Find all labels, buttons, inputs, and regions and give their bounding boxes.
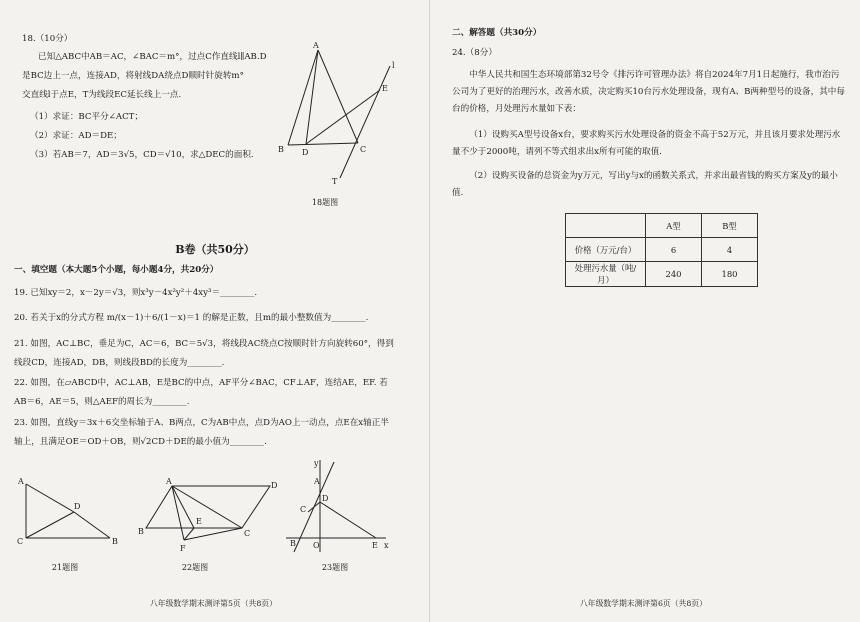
fig18-label-e: E <box>382 84 388 93</box>
right-page <box>430 0 860 622</box>
table-cell: 价格（万元/台） <box>566 238 646 262</box>
table-header-cell <box>566 214 646 238</box>
q20: 20. 若关于x的分式方程 m/(x－1)＋6/(1－x)＝1 的解是正数，且m的最小整数值为________. <box>14 313 369 323</box>
section1-title: 一、填空题（本大题5个小题，每小题4分，共20分） <box>14 265 219 275</box>
fig22-label-e: E <box>196 517 202 526</box>
q18-line3: 交直线l于点E，T为线段EC延长线上一点. <box>22 90 182 100</box>
fig23-label-o: O <box>313 541 320 550</box>
q23-line2: 轴上，且满足OE＝OD＋OB，则√2CD＋DE的最小值为________. <box>14 437 267 447</box>
table-header-row <box>566 214 758 238</box>
fig23-label-d: D <box>322 494 329 503</box>
section2-title: 二、解答题（共30分） <box>452 28 542 38</box>
fig21-label-b: B <box>112 537 118 546</box>
q21-line2: 线段CD，连接AD，DB，则线段BD的长度为________. <box>14 358 225 368</box>
fig22-label-b: B <box>138 527 144 536</box>
fig22-label-d: D <box>271 481 278 490</box>
q24-part1: （1）设购买A型号设备x台，要求购买污水处理设备的资金不高于52万元，并且该月要求处理污水量不少于2000吨，请列不等式组求出x所有可能的取值. <box>452 130 841 157</box>
table-cell: 处理污水量（吨/月） <box>566 262 646 287</box>
fig23-caption: 23题图 <box>321 563 349 572</box>
fig18-label-b: B <box>278 145 284 154</box>
table-cell: 6 <box>646 238 702 262</box>
right-page-footer: 八年级数学期末测评第6页（共8页） <box>580 599 707 608</box>
q24-intro: 中华人民共和国生态环境部第32号令《排污许可管理办法》将自2024年7月1日起施行，我市治污公司为了更好的治理污水，改善水质，决定购买10台污水处理设备，现有A、B两种型号的设备，其中每台的价格，月处理污水量如下表： <box>452 70 845 114</box>
fig21-caption: 21题图 <box>51 563 79 572</box>
q19: 19. 已知xy＝2，x－2y＝√3，则x³y－4x²y²＋4xy³＝________. <box>14 288 258 298</box>
fig18-label-t: T <box>332 177 338 186</box>
q18-line1: 已知△ABC中AB＝AC，∠BAC＝m°，过点C作直线l∥AB.D <box>38 52 267 62</box>
figure-21 <box>14 474 124 554</box>
fig18-label-d: D <box>302 148 309 157</box>
table-cell: 180 <box>702 262 758 287</box>
q18-line2: 是BC边上一点，连接AD，将射线DA绕点D顺时针旋转m° <box>22 71 244 81</box>
fig23-label-b: B <box>290 539 296 548</box>
q18-part3: （3）若AB＝7，AD＝3√5，CD＝√10，求△DEC的面积. <box>30 150 254 160</box>
q24-part2: （2）设购买设备的总资金为y万元，写出y与x的函数关系式，并求出最省钱的购买方案及y的最小值. <box>452 171 838 198</box>
table-header-cell: B型 <box>702 214 758 238</box>
table-row <box>566 262 758 287</box>
q21-line1: 21. 如图，AC⊥BC，垂足为C，AC＝6，BC＝5√3，将线段AC绕点C按顺时针方向旋转60°，得到 <box>14 339 394 349</box>
fig18-caption: 18题图 <box>311 198 339 207</box>
fig21-label-c: C <box>17 537 24 546</box>
q18-heading: 18.（10分） <box>22 34 73 44</box>
table-cell: 4 <box>702 238 758 262</box>
fig21-label-a: A <box>18 477 24 486</box>
table-cell: 240 <box>646 262 702 287</box>
fig23-label-c: C <box>300 505 307 514</box>
q23-line1: 23. 如图，直线y＝3x＋6交坐标轴于A、B两点，C为AB中点，点D为AO上一动点，点E在x轴正半 <box>14 418 389 428</box>
left-page-footer: 八年级数学期末测评第5页（共8页） <box>150 599 277 608</box>
equipment-table <box>565 213 758 287</box>
fig22-label-c: C <box>244 529 251 538</box>
fig23-label-e: E <box>372 541 378 550</box>
table-row <box>566 238 758 262</box>
fig18-label-a: A <box>313 41 319 50</box>
q18-part1: （1）求证：BC平分∠ACT； <box>30 112 143 122</box>
fig23-label-x: x <box>384 541 389 550</box>
fig21-label-d: D <box>74 502 81 511</box>
b-volume-title: B卷（共50分） <box>175 243 255 256</box>
q18-part2: （2）求证：AD＝DE； <box>30 131 122 141</box>
fig18-label-c: C <box>360 145 367 154</box>
figure-18 <box>268 38 408 188</box>
q24-heading: 24.（8分） <box>452 48 497 58</box>
table-header-cell: A型 <box>646 214 702 238</box>
figure-23 <box>282 456 392 556</box>
q22-line2: AB＝6，AE＝5，则△AEF的周长为________. <box>14 397 190 407</box>
figure-22 <box>138 474 278 554</box>
q22-line1: 22. 如图，在▱ABCD中，AC⊥AB，E是BC的中点，AF平分∠BAC，CF⊥AF，连结AE，EF. 若 <box>14 378 388 388</box>
fig22-caption: 22题图 <box>181 563 209 572</box>
fig22-label-a: A <box>166 477 172 486</box>
fig18-label-l: l <box>392 61 395 70</box>
fig23-label-a: A <box>314 477 320 486</box>
fig23-label-y: y <box>314 459 319 468</box>
fig22-label-f: F <box>180 544 186 553</box>
